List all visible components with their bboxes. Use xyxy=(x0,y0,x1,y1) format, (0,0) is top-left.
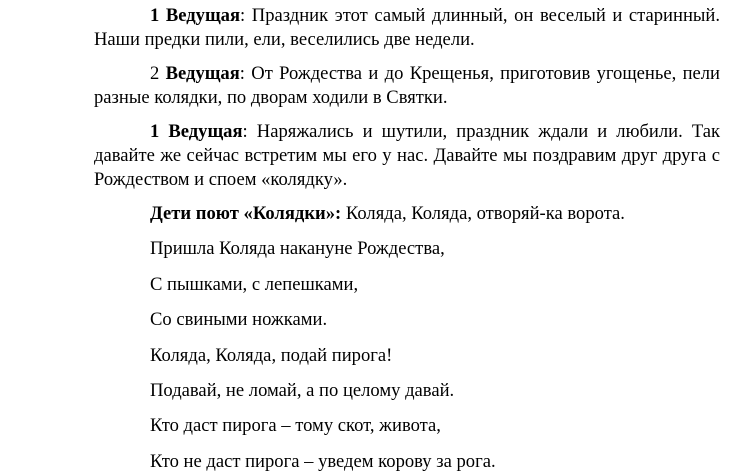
speaker-label: 1 Ведущая xyxy=(150,5,241,26)
paragraph-host2 xyxy=(94,62,720,110)
song-line: Пришла Коляда накануне Рождества, xyxy=(150,238,445,260)
song-intro-text: Коляда, Коляда, отворяй-ка ворота. xyxy=(341,203,625,224)
song-line: Кто не даст пирога – уведем корову за рога. xyxy=(150,450,496,472)
song-line: Со свиными ножками. xyxy=(150,309,328,331)
speaker-number: 2 xyxy=(150,63,166,84)
song-line: С пышками, с лепешками, xyxy=(150,273,359,295)
paragraph-host1-first xyxy=(94,0,720,52)
paragraph-text: : Праздник этот самый длинный, он веселый и старинный. Наши предки пили, ели, веселились две недели. xyxy=(94,5,720,50)
paragraph-host1-second xyxy=(94,120,720,192)
song-intro xyxy=(94,202,720,226)
paragraph-text: : Наряжались и шутили, праздник ждали и любили. Так давайте же сейчас встретим мы его у нас. Давайте мы поздравим друг друга с Рождеством и споем «колядку». xyxy=(94,121,720,190)
song-line: Коляда, Коляда, подай пирога! xyxy=(150,344,393,366)
song-line: Подавай, не ломай, а по целому давай. xyxy=(150,379,455,401)
paragraph-text: : От Рождества и до Крещенья, приготовив угощенье, пели разные колядки, по дворам ходили в Святки. xyxy=(94,63,721,108)
speaker-label: 1 Ведущая xyxy=(150,121,243,142)
song-intro-label: Дети поют «Колядки»: xyxy=(150,203,342,224)
song-line: Кто даст пирога – тому скот, живота, xyxy=(150,415,441,437)
speaker-label: Ведущая xyxy=(165,63,240,84)
document-page xyxy=(94,0,720,474)
